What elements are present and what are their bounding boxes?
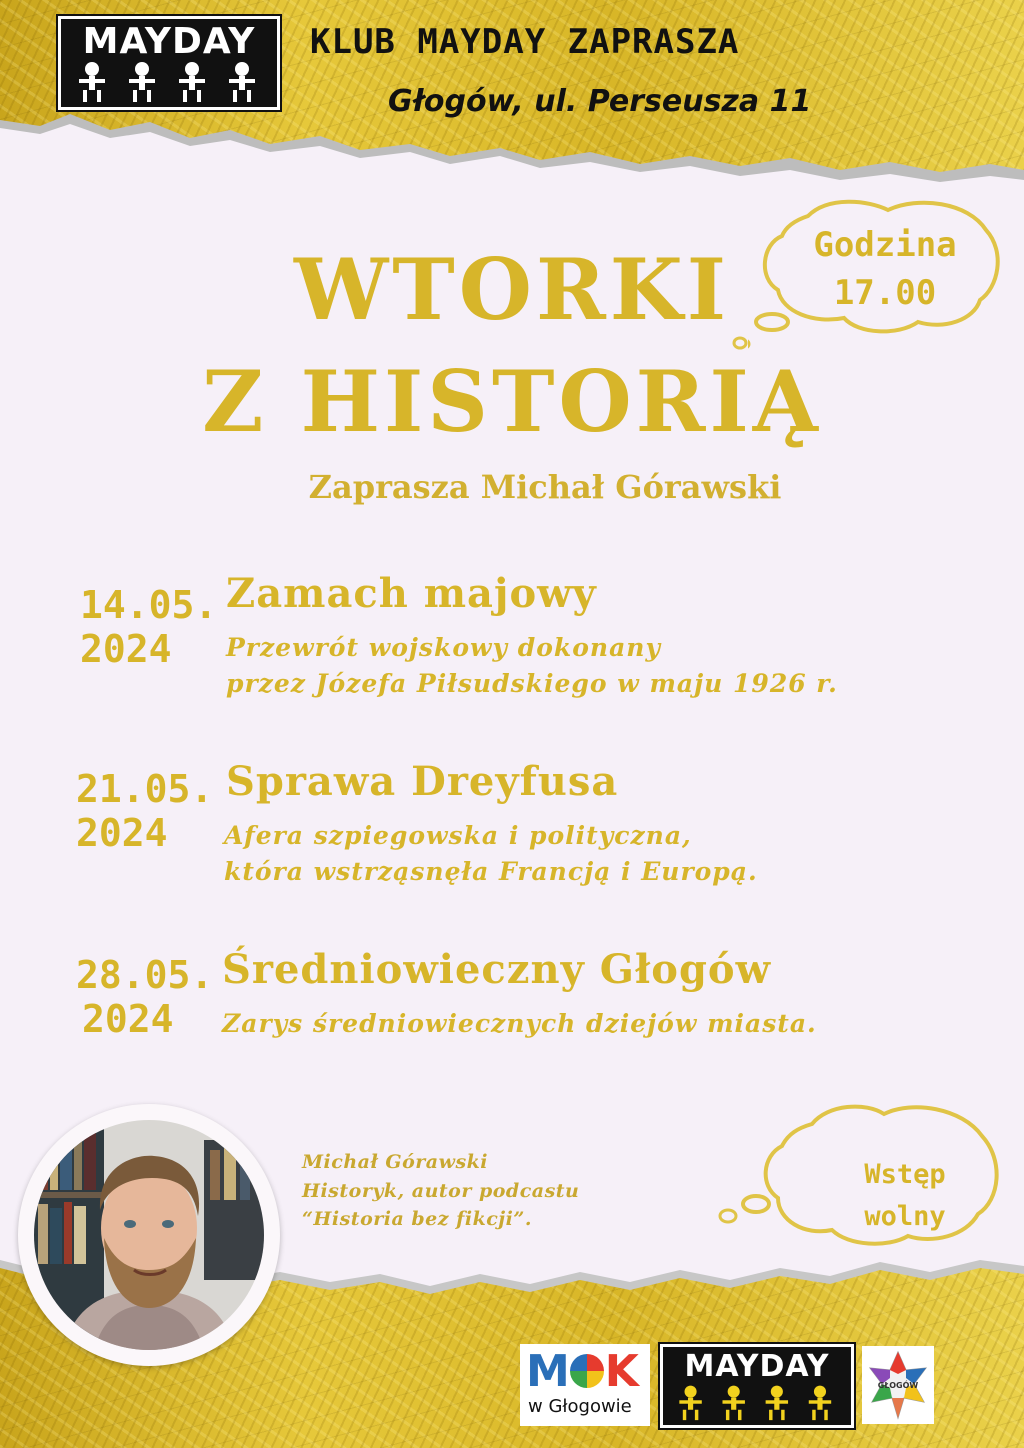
entry-bubble-text bbox=[820, 1154, 990, 1238]
mok-logo-mark: M K bbox=[526, 1346, 638, 1397]
mok-logo bbox=[520, 1344, 650, 1426]
time-label: Godzina bbox=[813, 225, 957, 265]
event-date-day: 14.05. bbox=[80, 583, 218, 627]
event-description-line: która wstrząsnęła Francją i Europą. bbox=[224, 857, 758, 887]
event-title: Zamach majowy bbox=[226, 570, 597, 617]
mayday-logo: MAYDAY bbox=[58, 16, 280, 110]
event-date-year: 2024 bbox=[80, 626, 172, 671]
glogow-logo-text: GŁOGÓW bbox=[877, 1381, 919, 1390]
event-description bbox=[222, 1006, 817, 1042]
event-title: Średniowieczny Głogów bbox=[222, 946, 772, 993]
event-date-day: 28.05. bbox=[76, 953, 214, 997]
speaker-podcast: “Historia bez fikcji”. bbox=[302, 1208, 532, 1230]
event-description-line: przez Józefa Piłsudskiego w maju 1926 r. bbox=[226, 669, 838, 699]
club-heading: KLUB MAYDAY ZAPRASZA bbox=[310, 22, 740, 62]
dancing-figures-icon bbox=[67, 59, 271, 103]
speaker-photo-frame bbox=[18, 1104, 280, 1366]
event-description bbox=[226, 630, 838, 703]
event-description-line: Afera szpiegowska i polityczna, bbox=[224, 821, 692, 850]
subtitle: Zaprasza Michał Górawski bbox=[308, 468, 782, 506]
event-date bbox=[76, 954, 213, 1041]
event-date-day: 21.05. bbox=[76, 767, 214, 811]
speaker-portrait-icon bbox=[34, 1120, 264, 1350]
mok-circle-icon bbox=[570, 1354, 604, 1388]
glogow-city-logo bbox=[862, 1346, 934, 1424]
speaker-bio bbox=[302, 1148, 579, 1234]
speaker-role: Historyk, autor podcastu bbox=[302, 1179, 580, 1202]
entry-label: Wstęp bbox=[864, 1159, 946, 1190]
event-date bbox=[80, 584, 217, 671]
dancing-figures-icon bbox=[669, 1383, 845, 1421]
speaker-name: Michał Górawski bbox=[302, 1151, 489, 1173]
entry-value: wolny bbox=[864, 1200, 946, 1232]
speaker-photo bbox=[34, 1120, 264, 1350]
time-value: 17.00 bbox=[833, 272, 937, 313]
event-description-line: Zarys średniowiecznych dziejów miasta. bbox=[222, 1009, 817, 1038]
event-date-year: 2024 bbox=[82, 996, 174, 1041]
mayday-footer-logo: MAYDAY bbox=[660, 1344, 854, 1428]
club-address: Głogów, ul. Perseusza 11 bbox=[388, 84, 812, 119]
event-title: Sprawa Dreyfusa bbox=[226, 758, 619, 805]
mok-logo-caption: w Głogowie bbox=[528, 1396, 632, 1417]
title-line-1: WTORKI bbox=[293, 240, 731, 339]
event-date bbox=[76, 768, 213, 855]
event-description bbox=[224, 818, 758, 891]
event-description-line: Przewrót wojskowy dokonany bbox=[226, 633, 661, 662]
event-date-year: 2024 bbox=[76, 810, 168, 855]
title-line-2: Z HISTORIĄ bbox=[202, 352, 822, 451]
